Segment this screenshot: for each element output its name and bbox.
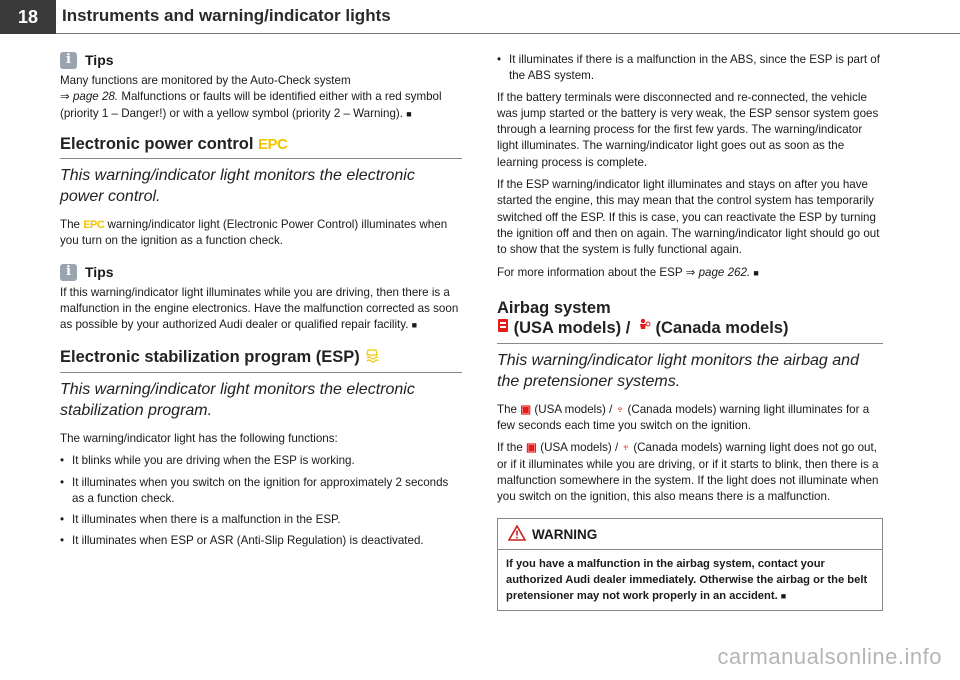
epc-heading-text: Electronic power control bbox=[60, 134, 254, 153]
airbag-body2-b: (USA models) / bbox=[536, 441, 622, 455]
airbag-icon: ▣ bbox=[520, 402, 532, 416]
list-item: • It illuminates if there is a malfunction in the ABS, since the ESP is part of the ABS system. bbox=[497, 52, 883, 85]
epc-body-a: The bbox=[60, 218, 84, 232]
page-ref-link[interactable]: page 262. bbox=[698, 265, 751, 279]
tips-text bbox=[60, 285, 462, 334]
airbag-icon: ▣ bbox=[526, 441, 537, 455]
airbag-icon bbox=[497, 319, 514, 337]
esp-heading-text: Electronic stabilization program (ESP) bbox=[60, 347, 360, 366]
esp-icon bbox=[364, 348, 380, 367]
esp-lead: This warning/indicator light monitors the electronic stabilization program. bbox=[60, 380, 415, 419]
tips-heading bbox=[60, 52, 462, 69]
airbag-body1-a: The bbox=[497, 402, 521, 416]
esp-heading bbox=[60, 348, 462, 373]
left-column bbox=[60, 52, 462, 555]
list-item: • It illuminates when ESP or ASR (Anti-Slip Regulation) is deactivated. bbox=[60, 533, 462, 549]
airbag-heading bbox=[497, 299, 883, 344]
right-column bbox=[497, 52, 883, 611]
tips-text-b: Malfunctions or faults will be identified either with a red symbol (priority 1 – Danger!) or with a yellow symbol (priority 2 – Warning). bbox=[60, 90, 442, 120]
page-ref-link[interactable]: page 28. bbox=[72, 90, 119, 104]
warning-text-body: If you have a malfunction in the airbag system, contact your authorized Audi dealer immediately. Otherwise the airbag or the belt pretensioner may not work properly in an accident. bbox=[506, 557, 868, 602]
epc-heading bbox=[60, 136, 462, 159]
epc-body-b: warning/indicator light (Electronic Power Control) illuminates when you turn on the ignition as a function check. bbox=[60, 218, 448, 248]
warning-box bbox=[497, 518, 883, 611]
battery-paragraph: If the battery terminals were disconnected and re-connected, the vehicle was jump started or the battery is very weak, the ESP sensor system goes through a learning process for the first few yards. The warning/indicator light illuminates. The warning/indicator light goes out as soon as the learning process is complete. bbox=[497, 90, 879, 169]
list-item: • It blinks while you are driving when the ESP is working. bbox=[60, 453, 462, 469]
airbag-body-2 bbox=[497, 440, 883, 505]
airbag-heading-canada: (Canada models) bbox=[655, 318, 789, 337]
epc-lead: This warning/indicator light monitors the electronic power control. bbox=[60, 167, 415, 206]
warning-text bbox=[498, 549, 882, 610]
esp-more-info bbox=[497, 265, 883, 281]
watermark: carmanualsonline.info bbox=[717, 644, 942, 669]
airbag-body2-a: If the bbox=[497, 441, 527, 455]
tips-label: Tips bbox=[85, 264, 114, 281]
more-info-text: For more information about the ESP bbox=[497, 265, 686, 279]
airbag-person-icon: ♆ bbox=[621, 441, 631, 455]
airbag-body1-b: (USA models) / bbox=[531, 402, 616, 416]
epc-body bbox=[60, 217, 462, 250]
epc-icon: EPC bbox=[258, 135, 288, 153]
airbag-person-icon: ♆ bbox=[615, 402, 625, 416]
warning-triangle-icon bbox=[508, 525, 526, 545]
airbag-body1-c: (Canada models) warning light illuminates for a few seconds each time you switch on the ignition. bbox=[497, 402, 870, 433]
airbag-body-1 bbox=[497, 402, 883, 435]
end-mark: ■ bbox=[753, 267, 759, 278]
warning-label: WARNING bbox=[532, 526, 598, 542]
page-title: Instruments and warning/indicator lights bbox=[62, 6, 391, 25]
heading-separator: / bbox=[621, 318, 635, 337]
page-number: 18 bbox=[0, 0, 56, 34]
airbag-body2-c: (Canada models) warning light does not go out, or if it illuminates while you are driving, or if it starts to blink, then there is a malfunction somewhere in the system. If the light does not illuminate when you switch on the ignition, this also means there is a malfunction. bbox=[497, 441, 879, 504]
info-icon: i bbox=[60, 264, 77, 281]
esp-intro: The warning/indicator light has the following functions: bbox=[60, 431, 338, 445]
list-item: • It illuminates when you switch on the ignition for approximately 2 seconds as a function check. bbox=[60, 475, 462, 508]
tips-text-a: Many functions are monitored by the Auto-Check system bbox=[60, 74, 351, 87]
airbag-heading-line1: Airbag system bbox=[497, 298, 611, 317]
tips-heading bbox=[60, 264, 462, 281]
arrow-icon: ⇒ bbox=[685, 265, 696, 279]
airbag-person-icon bbox=[635, 319, 656, 337]
end-mark: ■ bbox=[411, 320, 418, 331]
airbag-lead: This warning/indicator light monitors the airbag and the pretensioner systems. bbox=[497, 351, 859, 390]
epc-icon: EPC bbox=[83, 219, 105, 232]
warning-heading bbox=[498, 519, 882, 549]
end-mark: ■ bbox=[780, 590, 787, 601]
tips-text bbox=[60, 73, 462, 122]
tips2-text: If this warning/indicator light illuminates while you are driving, then there is a malfunction in the engine electronics. Have the malfunction corrected as soon as possible by your authorized Audi dealer or qualified repair facility. bbox=[60, 285, 459, 332]
esp-reactivate-paragraph: If the ESP warning/indicator light illuminates and stays on after you have started the engine, this may mean that the control system has temporarily switched off the ESP. If this is case, you can reactivate the ESP by turning the ignition off and then on again. The warning/indicator light should go out to show that the system is fully functional again. bbox=[497, 178, 880, 257]
list-item: • It illuminates when there is a malfunction in the ESP. bbox=[60, 512, 462, 528]
header-rule bbox=[56, 33, 960, 34]
airbag-heading-usa: (USA models) bbox=[513, 318, 622, 337]
end-mark: ■ bbox=[406, 108, 412, 119]
info-icon: i bbox=[60, 52, 77, 69]
tips-label: Tips bbox=[85, 52, 114, 69]
arrow-icon: ⇒ bbox=[60, 90, 70, 104]
